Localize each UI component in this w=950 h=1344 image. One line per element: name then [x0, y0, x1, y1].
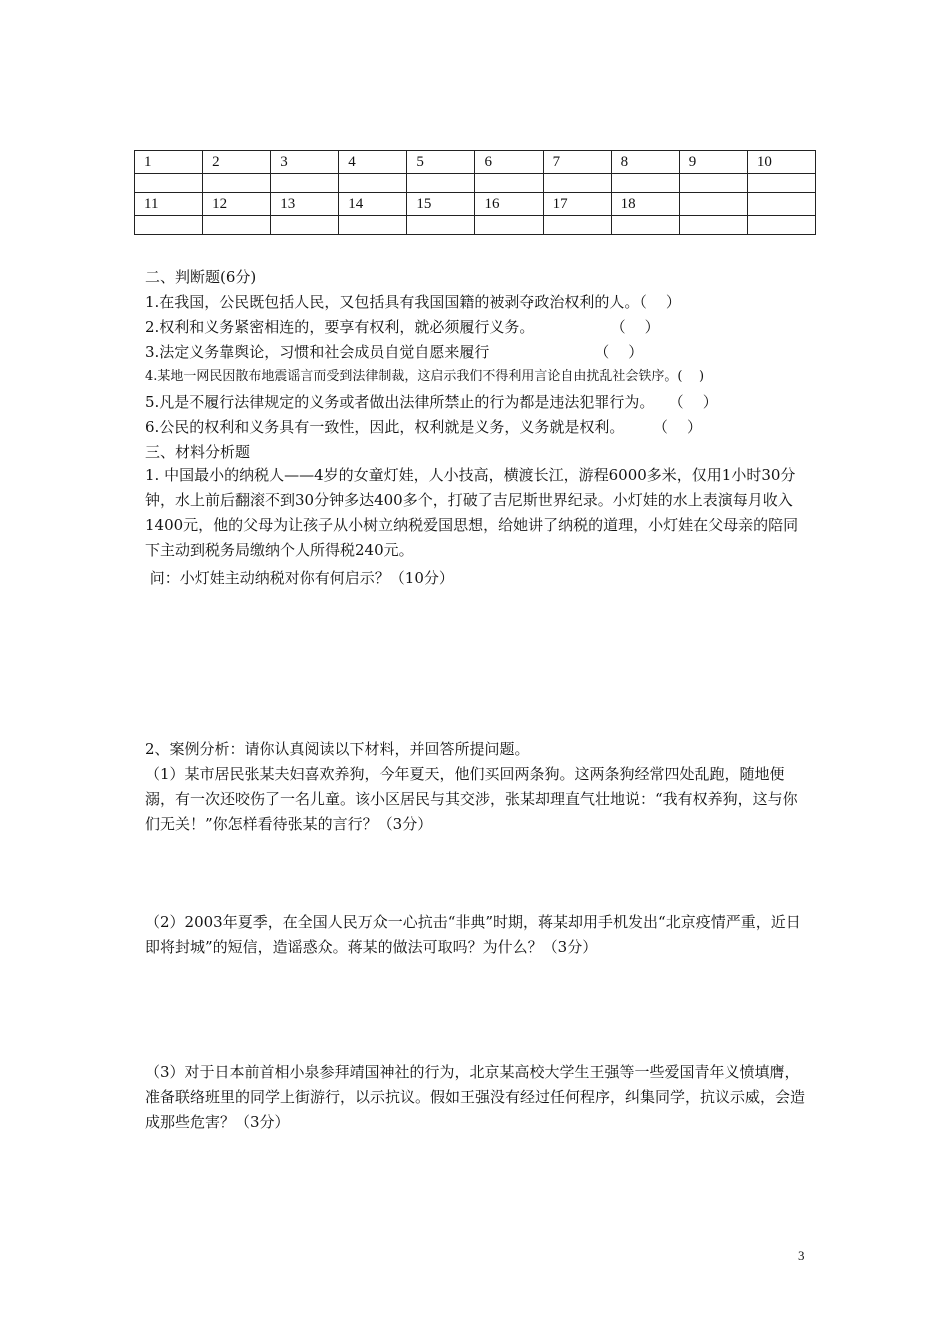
answer-cell[interactable] — [135, 174, 203, 193]
table-cell: 5 — [407, 151, 475, 174]
question-1-material: 1. 中国最小的纳税人——4岁的女童灯娃，人小技高，横渡长江，游程6000多米，仅用1小时30分钟，水上前后翻滚不到30分钟多达400多个，打破了吉尼斯世界纪录。小灯娃的水上表演每月收入1400元，他的父母为让孩子从小树立纳税爱国思想，给她讲了纳税的道理，小灯娃在父母亲的陪同下主动到税务局缴纳个人所得税240元。 — [145, 466, 799, 559]
judgement-item: 5.凡是不履行法律规定的义务或者做出法律所禁止的行为都是违法犯罪行为。 （ ） — [145, 393, 718, 411]
answer-table — [134, 150, 816, 235]
answer-cell[interactable] — [543, 216, 611, 235]
table-cell: 6 — [475, 151, 543, 174]
answer-cell[interactable] — [271, 216, 339, 235]
question-2-case-2: （2）2003年夏季，在全国人民万众一心抗击“非典”时期，蒋某却用手机发出“北京疫情严重，近日即将封城”的短信，造谣惑众。蒋某的做法可取吗？为什么？（3分） — [145, 913, 801, 956]
table-cell: 8 — [611, 151, 679, 174]
judgement-item: 2.权利和义务紧密相连的，要享有权利，就必须履行义务。 （ ） — [145, 318, 660, 336]
answer-cell[interactable] — [543, 174, 611, 193]
question-2-case-1: （1）某市居民张某夫妇喜欢养狗，今年夏天，他们买回两条狗。这两条狗经常四处乱跑，随地便溺，有一次还咬伤了一名儿童。该小区居民与其交涉，张某却理直气壮地说：“我有权养狗，这与你们无关！”你怎样看待张某的言行？（3分） — [145, 765, 798, 833]
answer-cell[interactable] — [611, 216, 679, 235]
answer-cell[interactable] — [747, 216, 815, 235]
table-cell: 15 — [407, 193, 475, 216]
table-cell: 10 — [747, 151, 815, 174]
table-cell: 9 — [679, 151, 747, 174]
page-number: 3 — [798, 1248, 805, 1263]
answer-cell[interactable] — [475, 174, 543, 193]
table-row — [135, 193, 816, 216]
table-cell — [679, 193, 747, 216]
table-cell: 7 — [543, 151, 611, 174]
table-row — [135, 151, 816, 174]
table-cell: 2 — [203, 151, 271, 174]
table-cell: 18 — [611, 193, 679, 216]
section-heading-analysis: 三、材料分析题 — [145, 443, 251, 461]
table-cell: 12 — [203, 193, 271, 216]
answer-cell[interactable] — [475, 216, 543, 235]
answer-cell[interactable] — [203, 216, 271, 235]
answer-cell[interactable] — [135, 216, 203, 235]
answer-cell[interactable] — [747, 174, 815, 193]
answer-cell[interactable] — [339, 174, 407, 193]
answer-cell[interactable] — [203, 174, 271, 193]
judgement-item: 3.法定义务靠舆论，习惯和社会成员自觉自愿来履行 （ ） — [145, 343, 644, 361]
section-heading-judgement: 二、判断题(6分) — [145, 268, 257, 286]
table-cell: 17 — [543, 193, 611, 216]
question-1-prompt: 问：小灯娃主动纳税对你有何启示？（10分） — [145, 569, 454, 587]
answer-cell[interactable] — [271, 174, 339, 193]
table-cell: 3 — [271, 151, 339, 174]
answer-cell[interactable] — [407, 174, 475, 193]
judgement-item: 4.某地一网民因散布地震谣言而受到法律制裁，这启示我们不得利用言论自由扰乱社会铁序。( ) — [145, 369, 705, 384]
table-cell — [747, 193, 815, 216]
question-2-case-3: （3）对于日本前首相小泉参拜靖国神社的行为，北京某高校大学生王强等一些爱国青年义愤填膺，准备联络班里的同学上街游行，以示抗议。假如王强没有经过任何程序，纠集同学，抗议示威，会造成那些危害？（3分） — [145, 1063, 806, 1131]
table-cell: 16 — [475, 193, 543, 216]
answer-cell[interactable] — [339, 216, 407, 235]
answer-cell[interactable] — [679, 174, 747, 193]
table-cell: 1 — [135, 151, 203, 174]
table-cell: 14 — [339, 193, 407, 216]
answer-cell[interactable] — [611, 174, 679, 193]
answer-cell[interactable] — [679, 216, 747, 235]
table-cell: 13 — [271, 193, 339, 216]
answer-cell[interactable] — [407, 216, 475, 235]
judgement-item: 6.公民的权利和义务具有一致性，因此，权利就是义务，义务就是权利。 （ ） — [145, 418, 702, 436]
table-cell: 4 — [339, 151, 407, 174]
judgement-item: 1.在我国，公民既包括人民，又包括具有我国国籍的被剥夺政治权利的人。（ ） — [145, 293, 681, 311]
question-2-heading: 2、案例分析：请你认真阅读以下材料，并回答所提问题。 — [145, 740, 530, 758]
answer-row — [135, 216, 816, 235]
answer-row — [135, 174, 816, 193]
table-cell: 11 — [135, 193, 203, 216]
